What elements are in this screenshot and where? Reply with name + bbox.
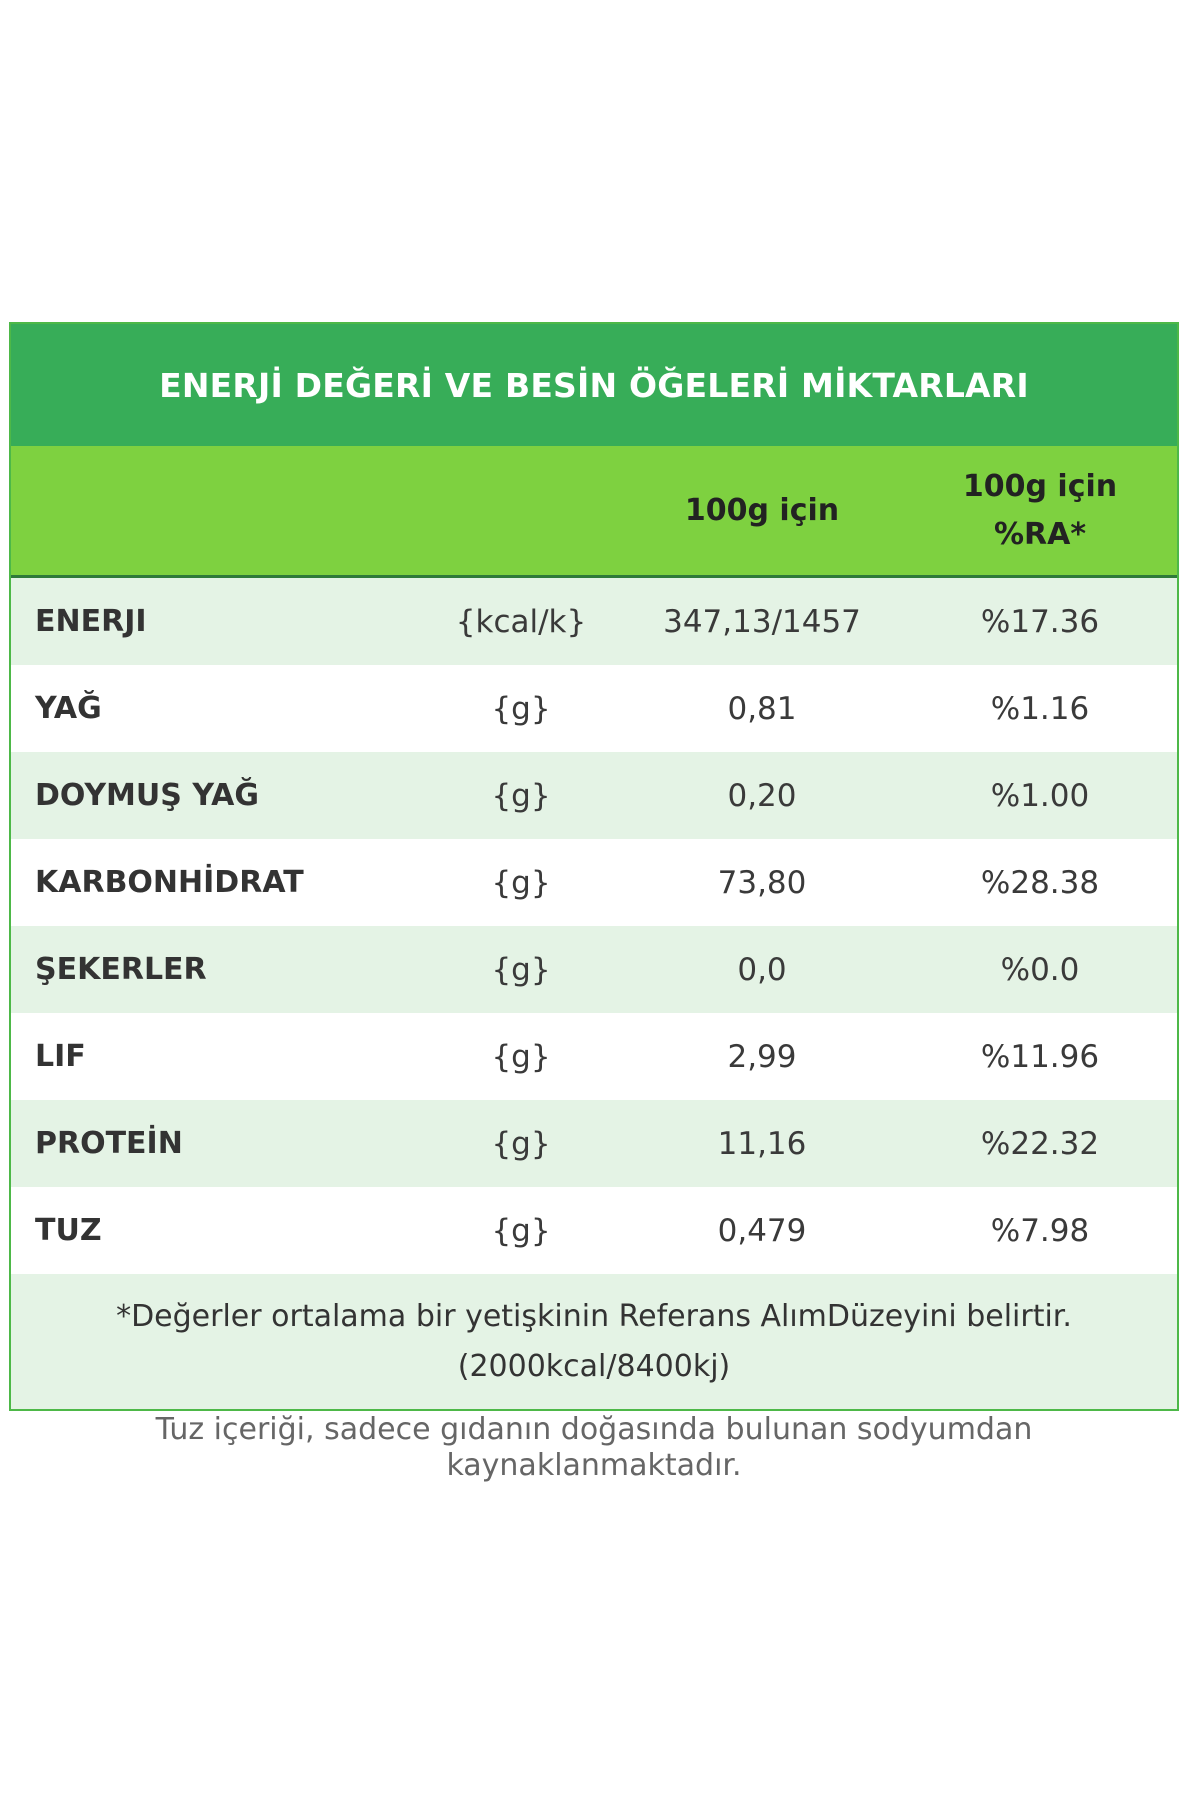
table-footnote bbox=[11, 1274, 1177, 1409]
table-row-enerji bbox=[11, 578, 1177, 665]
salt-note bbox=[9, 1412, 1179, 1484]
row-name: ŞEKERLER bbox=[35, 952, 207, 987]
row-unit: {g} bbox=[491, 1125, 551, 1162]
row-unit: {g} bbox=[491, 1038, 551, 1075]
row-name: PROTEİN bbox=[35, 1126, 183, 1161]
row-per-100g: 0,20 bbox=[727, 777, 797, 814]
table-row-karbonhidrat bbox=[11, 839, 1177, 926]
salt-note-line1: Tuz içeriği, sadece gıdanın doğasında bulunan sodyumdan bbox=[155, 1412, 1033, 1447]
table-row-tuz bbox=[11, 1187, 1177, 1274]
row-per-100g: 2,99 bbox=[727, 1038, 797, 1075]
row-name: YAĞ bbox=[35, 691, 102, 726]
row-per-100g: 0,0 bbox=[737, 951, 787, 988]
row-unit: {g} bbox=[491, 864, 551, 901]
row-name: ENERJI bbox=[35, 604, 147, 639]
footnote-line2: (2000kcal/8400kj) bbox=[457, 1348, 731, 1384]
table-title: ENERJİ DEĞERİ VE BESİN ÖĞELERİ MİKTARLARI bbox=[159, 365, 1029, 405]
row-ra: %0.0 bbox=[1000, 951, 1080, 988]
row-per-100g: 0,479 bbox=[717, 1212, 807, 1249]
row-per-100g: 0,81 bbox=[727, 690, 797, 727]
row-ra: %22.32 bbox=[980, 1125, 1100, 1162]
row-ra: %28.38 bbox=[980, 864, 1100, 901]
row-unit: {g} bbox=[491, 951, 551, 988]
row-ra: %1.16 bbox=[990, 690, 1090, 727]
header-unit bbox=[421, 446, 621, 575]
row-per-100g: 73,80 bbox=[717, 864, 807, 901]
row-name: DOYMUŞ YAĞ bbox=[35, 778, 260, 813]
table-row-yag bbox=[11, 665, 1177, 752]
row-ra: %7.98 bbox=[990, 1212, 1090, 1249]
row-name: LIF bbox=[35, 1039, 86, 1074]
row-per-100g: 11,16 bbox=[717, 1125, 807, 1162]
table-title-bar bbox=[11, 324, 1177, 446]
row-per-100g: 347,13/1457 bbox=[663, 603, 861, 640]
row-name: TUZ bbox=[35, 1213, 102, 1248]
table-body bbox=[11, 578, 1177, 1274]
row-unit: {kcal/k} bbox=[455, 603, 587, 640]
header-ra-line2: %RA* bbox=[993, 516, 1087, 552]
row-ra: %17.36 bbox=[980, 603, 1100, 640]
row-name: KARBONHİDRAT bbox=[35, 865, 304, 900]
table-row-doymus-yag bbox=[11, 752, 1177, 839]
row-ra: %1.00 bbox=[990, 777, 1090, 814]
header-ra-line1: 100g için bbox=[962, 468, 1118, 504]
table-row-lif bbox=[11, 1013, 1177, 1100]
table-header-row bbox=[11, 446, 1177, 578]
header-per-100g: 100g için bbox=[684, 493, 840, 528]
row-ra: %11.96 bbox=[980, 1038, 1100, 1075]
row-unit: {g} bbox=[491, 1212, 551, 1249]
header-ra bbox=[903, 446, 1177, 575]
row-unit: {g} bbox=[491, 690, 551, 727]
nutrition-table bbox=[9, 322, 1179, 1411]
row-unit: {g} bbox=[491, 777, 551, 814]
header-name bbox=[11, 446, 421, 575]
footnote-line1: *Değerler ortalama bir yetişkinin Referans AlımDüzeyini belirtir. bbox=[116, 1298, 1072, 1334]
salt-note-line2: kaynaklanmaktadır. bbox=[446, 1448, 742, 1483]
table-row-sekerler bbox=[11, 926, 1177, 1013]
table-row-protein bbox=[11, 1100, 1177, 1187]
